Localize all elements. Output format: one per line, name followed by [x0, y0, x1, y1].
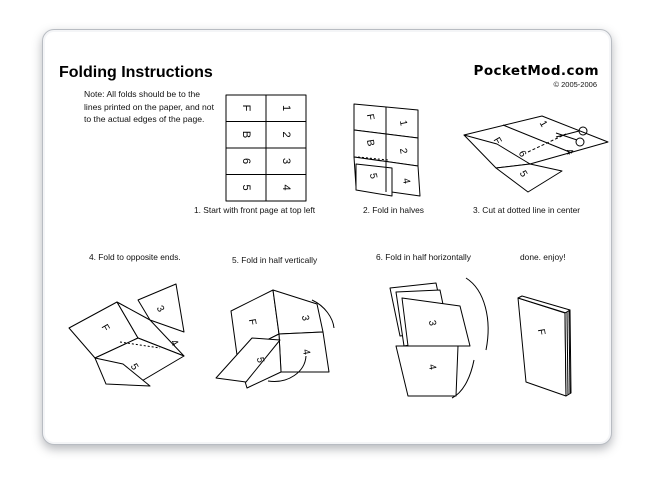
- page-label: B: [363, 138, 376, 148]
- step-1-page-grid: [226, 95, 306, 201]
- step-7-caption: done. enjoy!: [520, 252, 566, 262]
- page-label: 1: [396, 119, 409, 127]
- page-label: 2: [396, 147, 409, 155]
- copyright-notice: © 2005-2006: [553, 80, 597, 89]
- grid-cell-label: 3: [280, 157, 293, 165]
- page-label: 1: [536, 118, 550, 130]
- step-3-cut-page: [464, 116, 608, 192]
- folding-note: Note: All folds should be to the lines printed on the paper, and not to the actual edges of the page.: [84, 89, 214, 125]
- step-7-booklet: [518, 296, 571, 396]
- page-label: F: [363, 113, 376, 121]
- grid-cell-label: 4: [280, 184, 293, 191]
- grid-cell-label: F: [240, 104, 253, 112]
- grid-cell-label: 5: [240, 184, 253, 191]
- page-label: 3: [425, 319, 438, 327]
- step-4-caption: 4. Fold to opposite ends.: [89, 252, 181, 262]
- step-5-caption: 5. Fold in half vertically: [232, 255, 318, 265]
- page-label: 5: [253, 356, 266, 364]
- step-3-caption: 3. Cut at dotted line in center: [473, 205, 581, 215]
- page-label: 5: [516, 168, 530, 180]
- page-label: 6: [515, 148, 529, 160]
- page-label: F: [534, 328, 547, 336]
- page-label: F: [245, 318, 258, 326]
- page-label: 4: [299, 348, 312, 356]
- step-2-caption: 2. Fold in halves: [363, 205, 424, 215]
- page-label: 4: [167, 337, 181, 349]
- step-6-fold-horizontal: [390, 278, 488, 398]
- page-label: 4: [562, 146, 576, 158]
- step-2-folded-page: [354, 104, 420, 196]
- grid-cell-label: 1: [280, 104, 293, 112]
- grid-cell-label: B: [240, 130, 253, 139]
- page-label: 5: [127, 361, 141, 373]
- step-4-fold-ends: [69, 284, 184, 386]
- grid-cell-label: 6: [240, 157, 253, 165]
- page-title: Folding Instructions: [59, 64, 213, 81]
- page-label: F: [490, 135, 504, 147]
- page-label: 4: [399, 177, 412, 185]
- step-1-caption: 1. Start with front page at top left: [194, 205, 316, 215]
- step-5-fold-vertical: [216, 290, 334, 388]
- page-label: 3: [153, 303, 167, 315]
- page-label: 5: [366, 172, 379, 180]
- page-label: F: [98, 322, 112, 334]
- brand-name: PocketMod.com: [473, 63, 599, 79]
- page-label: 4: [425, 363, 438, 371]
- grid-cell-label: 2: [280, 131, 293, 138]
- step-6-caption: 6. Fold in half horizontally: [376, 252, 471, 262]
- page-label: 3: [298, 314, 311, 322]
